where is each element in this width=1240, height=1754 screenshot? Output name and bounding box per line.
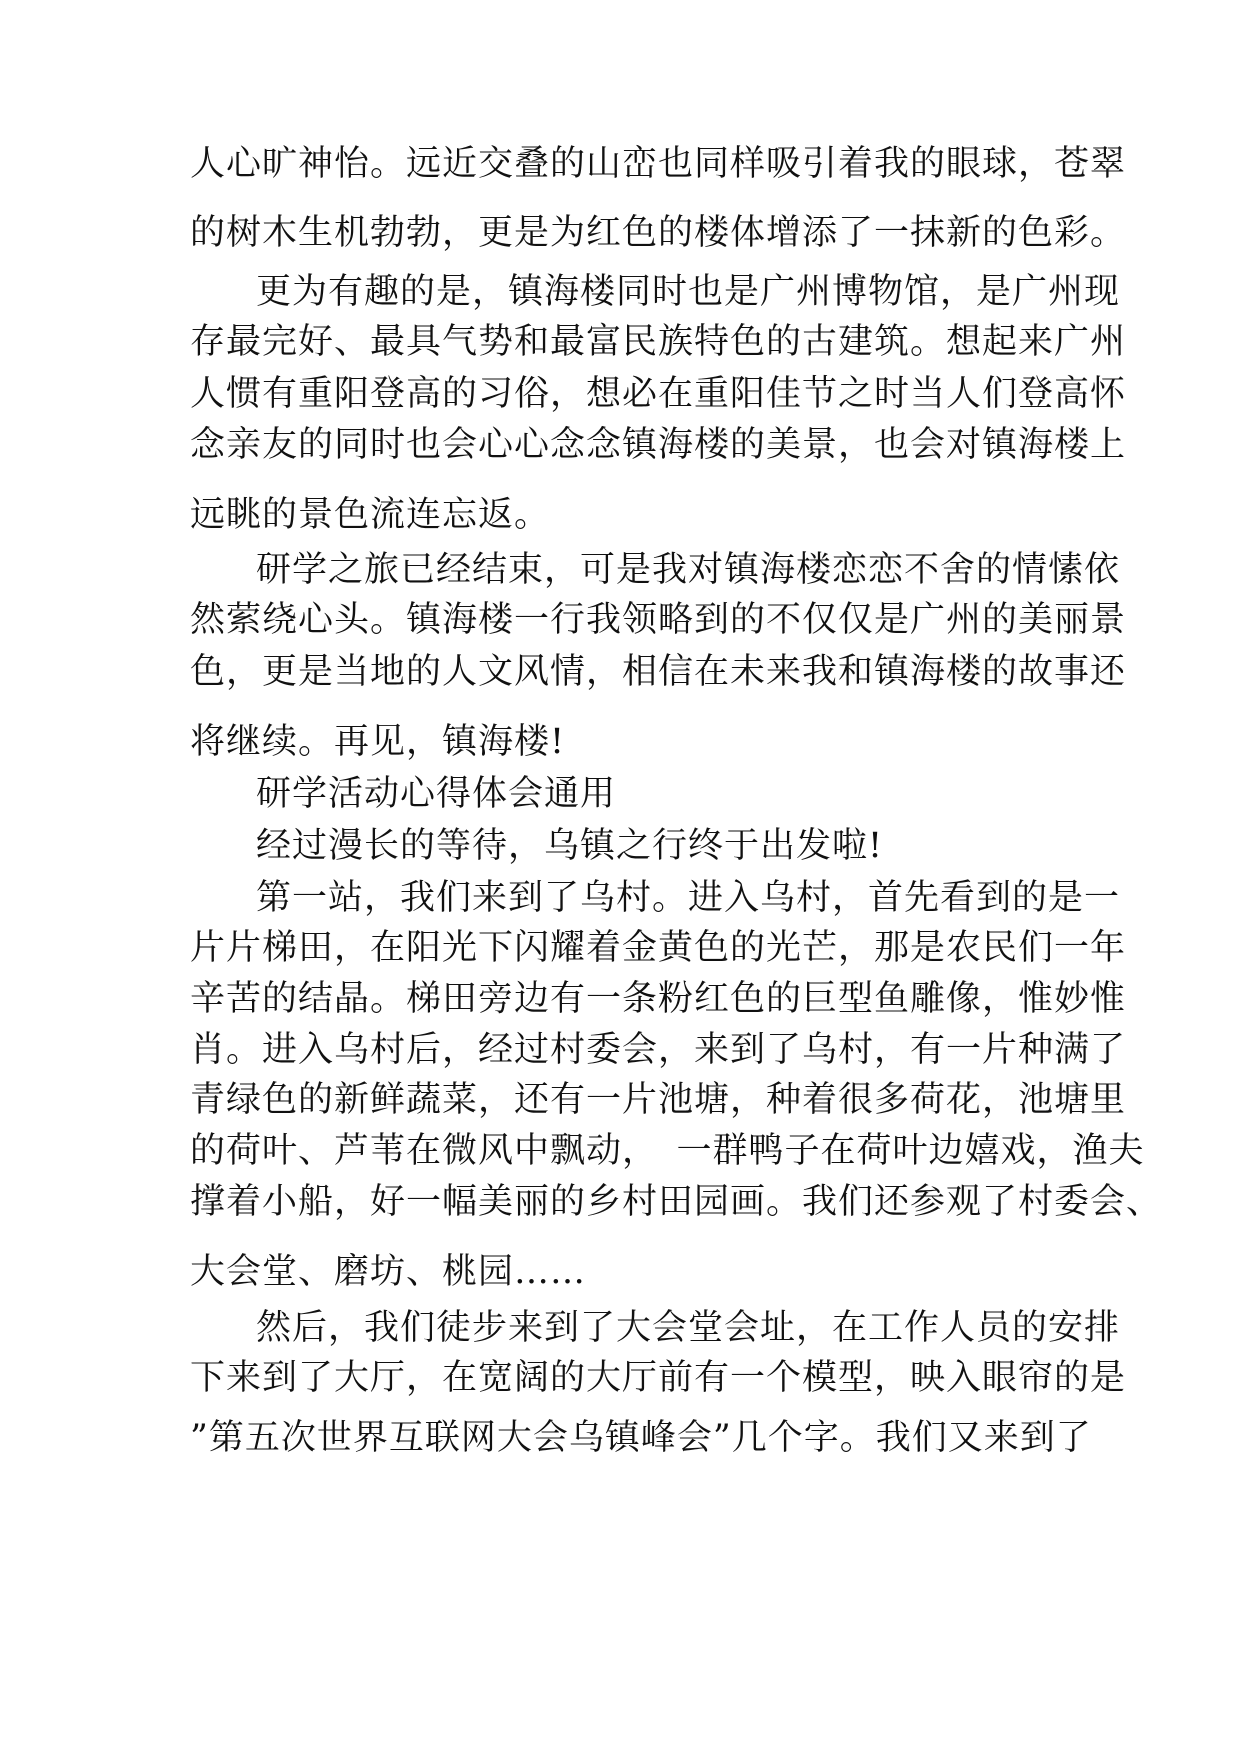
text-line: 人惯有重阳登高的习俗，想必在重阳佳节之时当人们登高怀 [190,374,1127,414]
text-line: 的荷叶、芦苇在微风中飘动， 一群鸭子在荷叶边嬉戏，渔夫 [190,1131,1145,1171]
text-line: 辛苦的结晶。梯田旁边有一条粉红色的巨型鱼雕像，惟妙惟 [190,979,1127,1019]
text-line: 远眺的景色流连忘返。 [190,495,551,535]
paragraph-start-line: 经过漫长的等待，乌镇之行终于出发啦! [256,826,884,866]
paragraph-start-line: 研学之旅已经结束，可是我对镇海楼恋恋不舍的情愫依 [256,550,1121,590]
text-line: 的树木生机勃勃，更是为红色的楼体增添了一抹新的色彩。 [190,213,1127,253]
text-line: 念亲友的同时也会心心念念镇海楼的美景，也会对镇海楼上 [190,425,1127,465]
text-line: 下来到了大厅，在宽阔的大厅前有一个模型，映入眼帘的是 [190,1358,1127,1398]
text-line: 人心旷神怡。远近交叠的山峦也同样吸引着我的眼球，苍翠 [190,144,1127,184]
text-line: 大会堂、磨坊、桃园…… [190,1252,587,1292]
paragraph-start-line: 更为有趣的是，镇海楼同时也是广州博物馆，是广州现 [256,272,1121,312]
paragraph-start-line: 然后，我们徒步来到了大会堂会址，在工作人员的安排 [256,1308,1121,1348]
text-line: ”第五次世界互联网大会乌镇峰会”几个字。我们又来到了 [190,1418,1092,1458]
section-heading: 研学活动心得体会通用 [256,774,617,814]
text-line: 片片梯田，在阳光下闪耀着金黄色的光芒，那是农民们一年 [190,928,1127,968]
text-line: 将继续。再见，镇海楼! [190,722,566,762]
text-line: 肖。进入乌村后，经过村委会，来到了乌村，有一片种满了 [190,1030,1127,1070]
text-line: 存最完好、最具气势和最富民族特色的古建筑。想起来广州 [190,322,1127,362]
text-line: 青绿色的新鲜蔬菜，还有一片池塘，种着很多荷花，池塘里 [190,1080,1127,1120]
text-line: 然萦绕心头。镇海楼一行我领略到的不仅仅是广州的美丽景 [190,600,1127,640]
text-line: 撑着小船，好一幅美丽的乡村田园画。我们还参观了村委会、 [190,1182,1163,1222]
text-line: 色，更是当地的人文风情，相信在未来我和镇海楼的故事还 [190,652,1127,692]
paragraph-start-line: 第一站，我们来到了乌村。进入乌村，首先看到的是一 [256,878,1121,918]
